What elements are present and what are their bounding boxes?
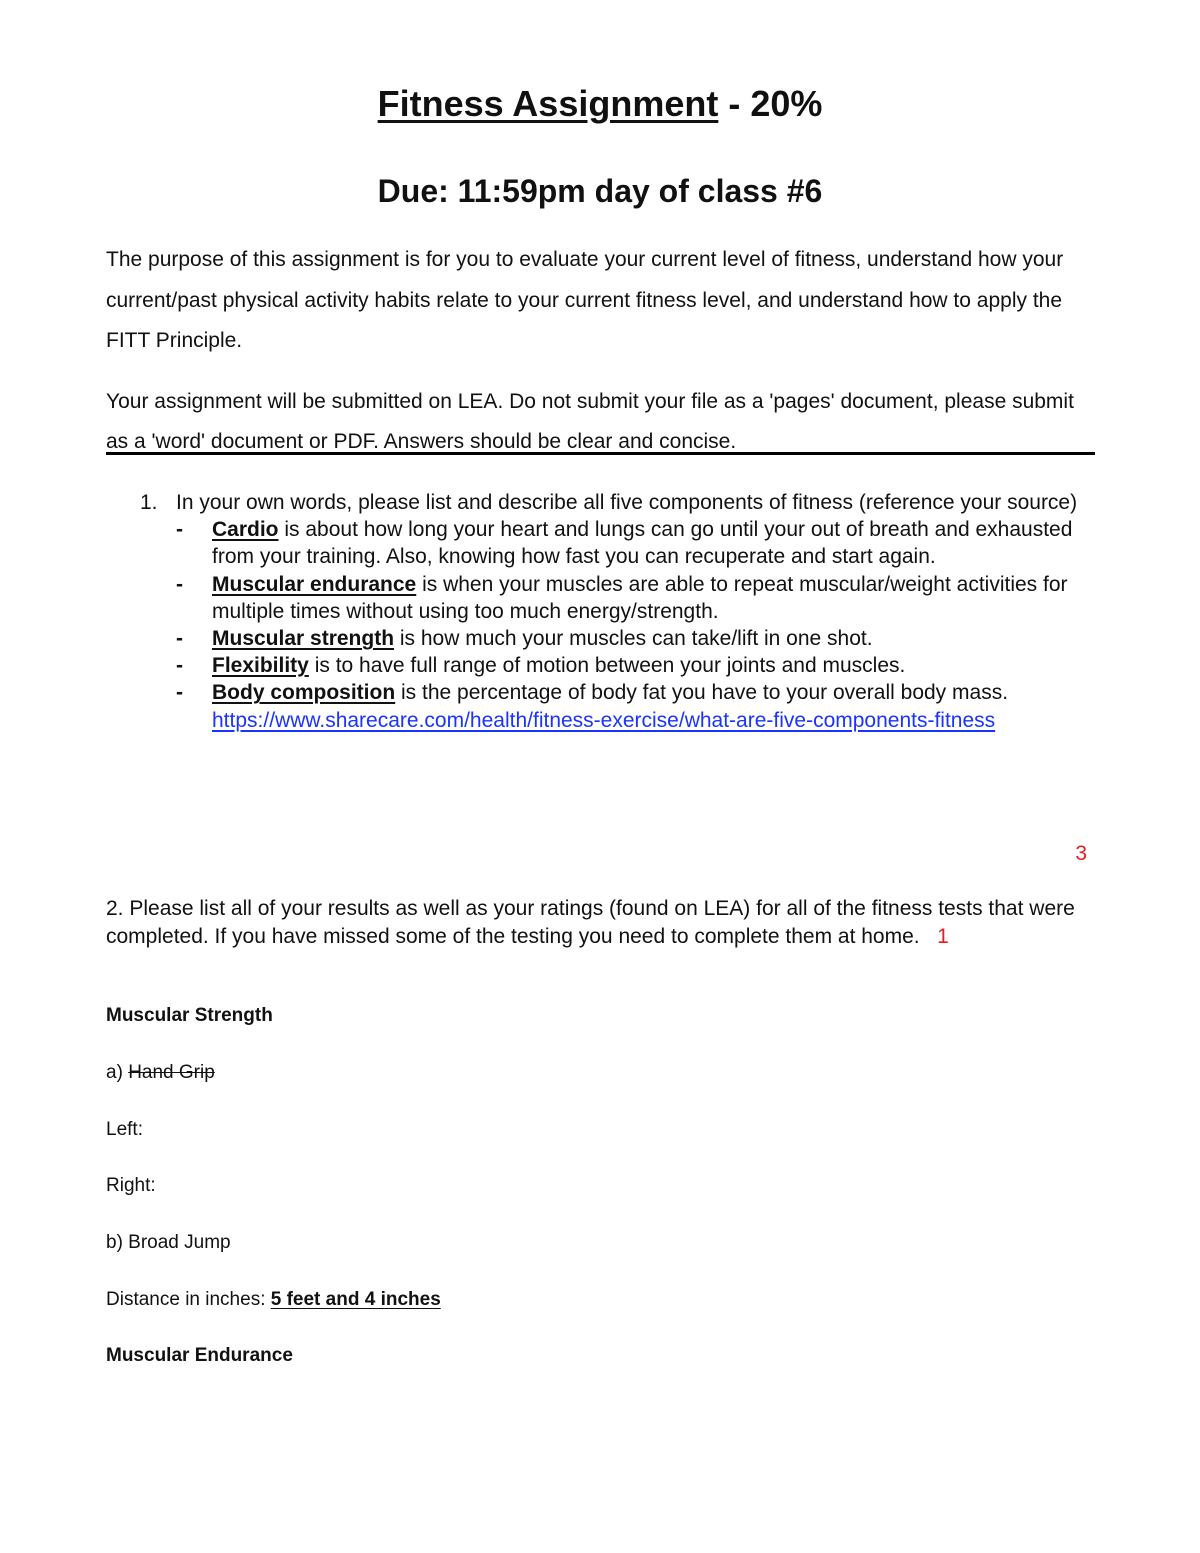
intro-paragraph-submission: Your assignment will be submitted on LEA. Do not submit your file as a 'pages' document, please submit as a 'word' document or PDF. Answers should be clear and concise.: [106, 389, 1074, 453]
term-flexibility: Flexibility: [212, 654, 309, 678]
fitness-components-list: [176, 516, 1100, 734]
document-title: [0, 82, 1200, 126]
item-broad-jump: b) Broad Jump: [106, 1232, 231, 1253]
source-link[interactable]: https://www.sharecare.com/health/fitness-exercise/what-are-five-components-fitness: [212, 708, 996, 732]
bullet-dash: -: [176, 572, 183, 596]
definition-body-composition: is the percentage of body fat you have to your overall body mass.: [395, 681, 1009, 705]
question-2: [106, 895, 1096, 950]
definition-cardio: is about how long your heart and lungs can go until your out of breath and exhausted from your training. Also, knowing how fast you can recuperate and start again.: [212, 518, 1073, 569]
term-muscular-strength: Muscular strength: [212, 627, 395, 651]
list-item-muscular-endurance: [176, 571, 1100, 625]
question-2-text: 2. Please list all of your results as well as your ratings (found on LEA) for all of the fitness tests that were completed. If you have missed some of the testing you need to complete them at home.: [106, 897, 1075, 948]
item-hand-grip: [106, 1060, 215, 1086]
heading-muscular-strength: Muscular Strength: [106, 1005, 273, 1026]
bullet-dash: -: [176, 654, 183, 678]
term-cardio: Cardio: [212, 518, 279, 542]
grade-mark-question-2: 1: [937, 924, 949, 948]
definition-flexibility: is to have full range of motion between your joints and muscles.: [308, 654, 906, 678]
list-item-flexibility: [176, 652, 1100, 679]
section-divider: [106, 452, 1095, 455]
list-item-body-composition: [176, 679, 1100, 733]
bullet-dash: -: [176, 518, 183, 542]
question-1: [140, 489, 1100, 734]
term-body-composition: Body composition: [212, 681, 396, 705]
hand-grip-left: Left:: [106, 1119, 143, 1140]
question-1-text: In your own words, please list and describe all five components of fitness (reference your source): [176, 491, 1078, 514]
title-weight: - 20%: [718, 83, 823, 124]
item-a-prefix: a): [106, 1062, 129, 1083]
hand-grip-label: Hand Grip: [128, 1062, 215, 1083]
intro-paragraph-purpose: The purpose of this assignment is for you to evaluate your current level of fitness, understand how your current/past physical activity habits relate to your current fitness level, and understand how to apply the FITT Principle.: [106, 248, 1064, 352]
question-1-number: 1.: [140, 491, 158, 514]
title-text: Fitness Assignment: [377, 83, 719, 124]
term-muscular-endurance: Muscular endurance: [212, 572, 417, 596]
definition-muscular-endurance: is when your muscles are able to repeat muscular/weight activities for multiple times without using too much energy/strength.: [212, 572, 1068, 623]
due-date: Due: 11:59pm day of class #6: [377, 173, 823, 209]
list-item-muscular-strength: [176, 625, 1100, 652]
distance-label: Distance in inches:: [106, 1289, 271, 1310]
hand-grip-right: Right:: [106, 1175, 156, 1196]
bullet-dash: -: [176, 681, 183, 705]
list-item-cardio: [176, 516, 1100, 570]
heading-muscular-endurance: Muscular Endurance: [106, 1345, 293, 1366]
grade-mark-question-1: 3: [1075, 842, 1087, 865]
broad-jump-distance: [106, 1287, 441, 1313]
distance-answer: 5 feet and 4 inches: [270, 1289, 441, 1310]
bullet-dash: -: [176, 627, 183, 651]
definition-muscular-strength: is how much your muscles can take/lift in one shot.: [394, 627, 873, 651]
intro-section: [106, 240, 1096, 463]
